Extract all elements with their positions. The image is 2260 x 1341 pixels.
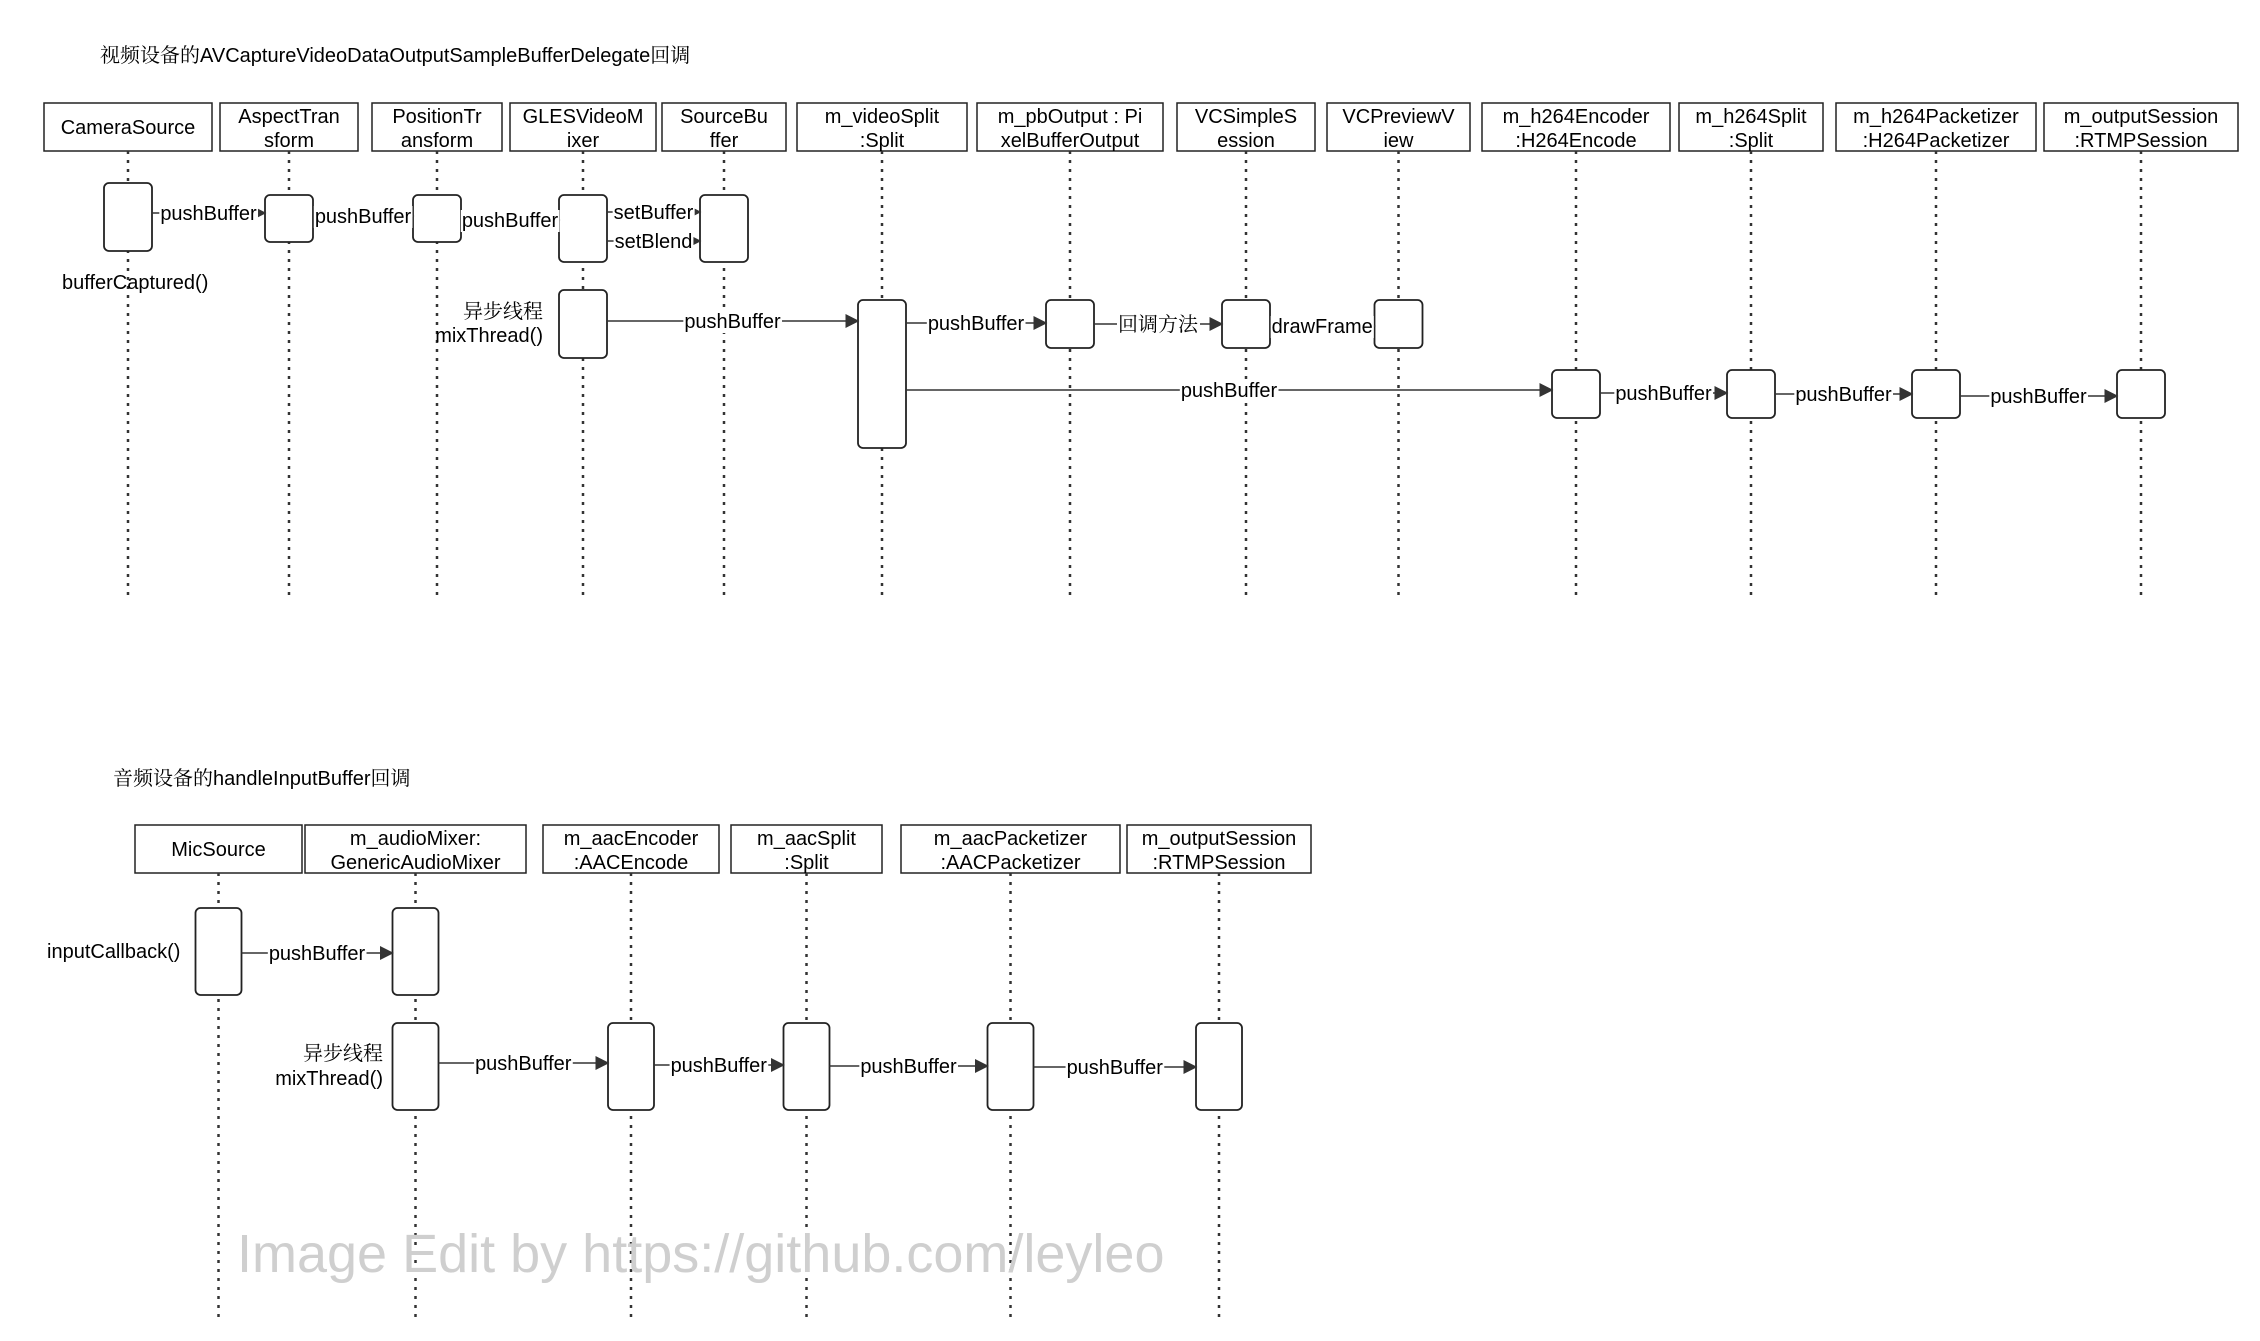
participant-audiomixer <box>305 825 526 874</box>
message-label: pushBuffer <box>1066 1057 1163 1079</box>
message-aacencoder-to-aacsplit <box>654 1055 784 1077</box>
participant-h264split <box>1679 103 1823 152</box>
participant-label: m_h264Encoder <box>1502 106 1650 128</box>
message-audiomixer-to-aacencoder <box>439 1053 609 1075</box>
participant-label: m_h264Split <box>1695 106 1807 128</box>
participant-vcsimple <box>1177 103 1315 152</box>
participant-aacencoder <box>543 825 719 874</box>
participant-label: xelBufferOutput <box>1000 130 1140 152</box>
participant-label: VCSimpleS <box>1194 106 1298 128</box>
message-label: setBlend <box>614 231 693 253</box>
activation-h264packetizer <box>1912 370 1960 418</box>
message-label: pushBuffer <box>461 210 559 232</box>
activation-mic <box>196 908 242 995</box>
message-glesmixer-to-videosplit <box>607 311 858 333</box>
message-glesmixer-to-sourcebuffer <box>607 202 700 224</box>
audio-mix-thread-note: mixThread() <box>275 1068 383 1090</box>
participant-aacpacketizer <box>901 825 1120 874</box>
participant-vcpreview <box>1327 103 1470 152</box>
participant-label: :AACEncode <box>573 852 689 874</box>
message-videosplit-to-h264encoder <box>906 380 1552 402</box>
activation-position <box>413 195 461 242</box>
message-aacsplit-to-aacpacketizer <box>830 1056 988 1078</box>
message-glesmixer-to-sourcebuffer <box>607 231 700 253</box>
activation-videosplit <box>858 300 906 448</box>
activation-aacsplit <box>784 1023 830 1110</box>
message-label: pushBuffer <box>268 943 366 965</box>
participant-camera <box>44 103 212 151</box>
participant-label: m_videoSplit <box>824 106 940 128</box>
participant-label: :H264Packetizer <box>1862 130 2010 152</box>
audio-messages <box>242 943 1197 1079</box>
participant-h264encoder <box>1482 103 1670 152</box>
activation-audiomixer <box>393 1023 439 1110</box>
activation-h264encoder <box>1552 370 1600 418</box>
message-label: setBuffer <box>613 202 694 224</box>
video-mix-thread-note: mixThread() <box>435 325 543 347</box>
message-label: pushBuffer <box>1180 380 1278 402</box>
message-label: pushBuffer <box>1615 383 1712 405</box>
activation-h264split <box>1727 370 1775 418</box>
participant-label: m_outputSession <box>2063 106 2219 128</box>
message-mic-to-audiomixer <box>242 943 393 965</box>
participant-label: ession <box>1217 130 1275 152</box>
watermark-text: Image Edit by https://github.com/leyleo <box>237 1224 1165 1284</box>
participant-label: VCPreviewV <box>1342 106 1455 128</box>
participant-videosplit <box>797 103 967 152</box>
activation-vcsimple <box>1222 300 1270 348</box>
participant-label: m_aacSplit <box>757 828 856 850</box>
activation-aacpacketizer <box>988 1023 1034 1110</box>
message-label: pushBuffer <box>684 311 781 333</box>
participant-label: m_aacEncoder <box>563 828 699 850</box>
participant-label: GenericAudioMixer <box>330 852 501 874</box>
participant-label: iew <box>1383 130 1414 152</box>
activation-pboutput <box>1046 300 1094 348</box>
participant-label: :RTMPSession <box>1152 852 1286 874</box>
message-camera-to-aspect <box>152 203 265 225</box>
message-aacpacketizer-to-outputsession <box>1034 1057 1197 1079</box>
message-position-to-glesmixer <box>461 210 560 232</box>
participant-label: m_aacPacketizer <box>933 828 1088 850</box>
activation-aspect <box>265 195 313 242</box>
message-label: pushBuffer <box>1795 384 1892 406</box>
activation-vcpreview <box>1375 300 1423 348</box>
message-vcsimple-to-vcpreview <box>1270 316 1375 338</box>
audio-async-thread-note: 异步线程 <box>303 1043 383 1065</box>
participant-h264packetizer <box>1836 103 2036 152</box>
participant-outputsession <box>2044 103 2238 152</box>
participant-label: PositionTr <box>392 106 482 128</box>
participant-label: m_audioMixer: <box>349 828 482 850</box>
video-participant-headers <box>44 103 2238 152</box>
participant-label: m_pbOutput : Pi <box>997 106 1143 128</box>
message-h264packetizer-to-outputsession <box>1960 386 2117 408</box>
message-label: pushBuffer <box>1990 386 2087 408</box>
message-aspect-to-position <box>313 206 413 228</box>
message-label: pushBuffer <box>475 1053 572 1075</box>
participant-label: :H264Encode <box>1515 130 1637 152</box>
activation-camera <box>104 183 152 251</box>
message-label: 回调方法 <box>1118 314 1198 336</box>
participant-label: :RTMPSession <box>2074 130 2208 152</box>
activation-audiomixer <box>393 908 439 995</box>
participant-label: :AACPacketizer <box>940 852 1081 874</box>
message-pboutput-to-vcsimple <box>1094 313 1222 336</box>
participant-label: sform <box>264 130 314 152</box>
participant-outputsession <box>1127 825 1311 874</box>
participant-label: m_outputSession <box>1141 828 1297 850</box>
participant-label: ansform <box>400 130 474 152</box>
activation-glesmixer <box>559 290 607 358</box>
audio-participant-headers <box>135 825 1311 874</box>
activation-glesmixer <box>559 195 607 262</box>
message-label: drawFrame <box>1271 316 1373 338</box>
participant-glesmixer <box>510 103 656 152</box>
activation-outputsession <box>2117 370 2165 418</box>
message-label: pushBuffer <box>670 1055 767 1077</box>
participant-label: :Split <box>1728 130 1774 152</box>
message-h264split-to-h264packetizer <box>1775 384 1912 406</box>
participant-aspect <box>220 103 358 152</box>
message-videosplit-to-pboutput <box>906 313 1046 335</box>
participant-label: ffer <box>709 130 739 152</box>
participant-label: ixer <box>566 130 600 152</box>
participant-mic <box>135 825 302 873</box>
activation-outputsession <box>1196 1023 1242 1110</box>
message-label: pushBuffer <box>160 203 257 225</box>
activation-aacencoder <box>608 1023 654 1110</box>
message-h264encoder-to-h264split <box>1600 383 1727 405</box>
participant-sourcebuffer <box>662 103 786 152</box>
message-label: pushBuffer <box>314 206 412 228</box>
participant-position <box>372 103 502 152</box>
participant-label: :Split <box>859 130 905 152</box>
participant-label: MicSource <box>171 839 266 861</box>
video-section-title: 视频设备的AVCaptureVideoDataOutputSampleBufferDelegate回调 <box>100 45 691 67</box>
message-label: pushBuffer <box>927 313 1025 335</box>
participant-label: GLESVideoM <box>522 106 644 128</box>
message-label: pushBuffer <box>860 1056 957 1078</box>
participant-label: SourceBu <box>680 106 768 128</box>
participant-label: :Split <box>784 852 829 874</box>
participant-label: CameraSource <box>60 117 196 139</box>
video-async-thread-note: 异步线程 <box>463 301 543 323</box>
participant-label: m_h264Packetizer <box>1853 106 2019 128</box>
activation-sourcebuffer <box>700 195 748 262</box>
input-callback-note: inputCallback() <box>47 941 181 963</box>
audio-section-title: 音频设备的handleInputBuffer回调 <box>113 768 411 790</box>
participant-pboutput <box>977 103 1163 152</box>
participant-aacsplit <box>731 825 882 874</box>
participant-label: AspectTran <box>238 106 340 128</box>
buffer-captured-note: bufferCaptured() <box>62 272 209 294</box>
